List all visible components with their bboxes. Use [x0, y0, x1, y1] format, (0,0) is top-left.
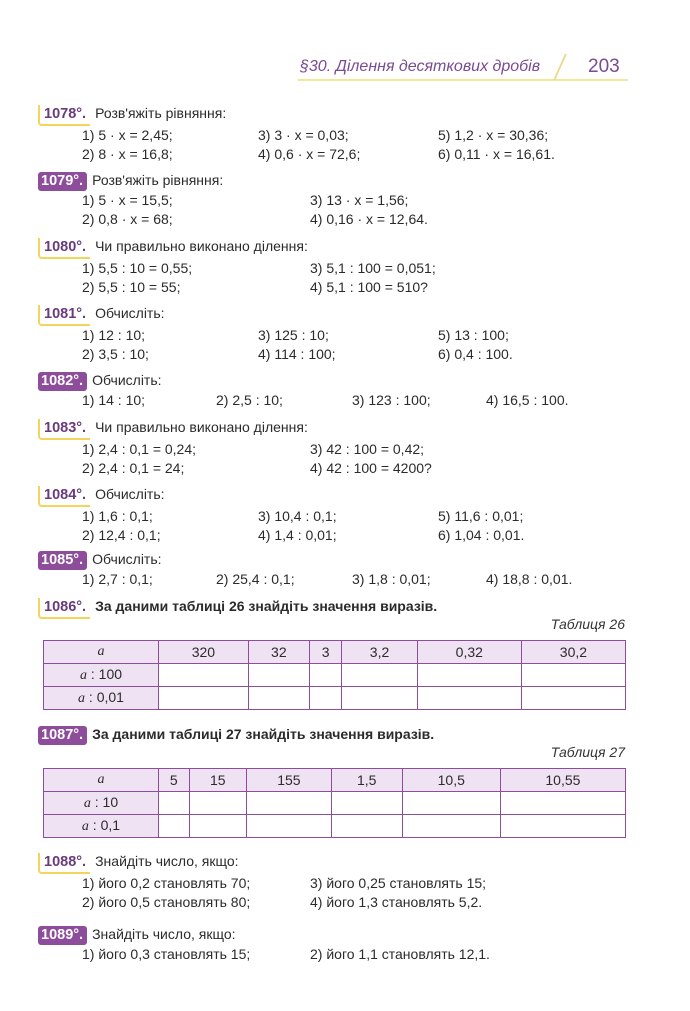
table-header-cell: 0,32	[417, 641, 521, 664]
item: 4) 18,8 : 0,01.	[486, 571, 573, 587]
item: 4) 0,16 · x = 12,64.	[310, 211, 428, 227]
row-label: a : 0,1	[44, 815, 159, 838]
item: 1) його 0,3 становлять 15;	[82, 946, 251, 962]
answer-cell[interactable]	[189, 792, 247, 815]
item: 2) 2,4 : 0,1 = 24;	[82, 460, 185, 476]
item: 3) 1,8 : 0,01;	[352, 571, 431, 587]
item: 1) 2,7 : 0,1;	[82, 571, 153, 587]
item: 3) 123 : 100;	[352, 392, 431, 408]
item: 4) 5,1 : 100 = 510?	[310, 279, 428, 295]
answer-cell[interactable]	[159, 664, 249, 687]
item: 1) його 0,2 становлять 70;	[82, 875, 251, 891]
item: 3) 125 : 10;	[258, 327, 329, 343]
exercise-1088	[38, 852, 658, 912]
item: 4) його 1,3 становлять 5,2.	[310, 894, 483, 910]
exercise-number: 1084°.	[38, 486, 90, 507]
item: 4) 1,4 : 0,01;	[258, 527, 337, 543]
exercise-number: 1078°.	[38, 105, 90, 126]
item: 5) 1,2 · x = 30,36;	[438, 127, 549, 143]
exercise-task: За даними таблиці 27 знайдіть значення виразів.	[92, 726, 435, 742]
item: 3) 3 · x = 0,03;	[258, 127, 349, 143]
item: 5) 11,6 : 0,01;	[438, 508, 524, 524]
item: 2) його 0,5 становлять 80;	[82, 894, 251, 910]
item: 1) 2,4 : 0,1 = 0,24;	[82, 441, 197, 457]
answer-cell[interactable]	[248, 664, 309, 687]
answer-cell[interactable]	[402, 792, 500, 815]
table-26	[43, 640, 626, 710]
exercise-1078	[38, 104, 658, 164]
header-divider	[553, 54, 567, 80]
item: 2) 0,8 · x = 68;	[82, 211, 173, 227]
item: 1) 14 : 10;	[82, 392, 146, 408]
answer-cell[interactable]	[248, 687, 309, 710]
exercise-task: Чи правильно виконано ділення:	[95, 419, 308, 435]
exercise-task: Чи правильно виконано ділення:	[95, 238, 308, 254]
answer-cell[interactable]	[189, 815, 247, 838]
exercise-1079	[38, 171, 658, 229]
item: 3) 10,4 : 0,1;	[258, 508, 337, 524]
answer-cell[interactable]	[521, 664, 625, 687]
answer-cell[interactable]	[309, 687, 341, 710]
item: 4) 42 : 100 = 4200?	[310, 460, 432, 476]
answer-cell[interactable]	[247, 792, 332, 815]
exercise-number: 1088°.	[38, 853, 90, 874]
answer-cell[interactable]	[417, 664, 521, 687]
exercise-1084	[38, 485, 658, 545]
answer-cell[interactable]	[342, 687, 417, 710]
answer-cell[interactable]	[500, 792, 625, 815]
exercise-number: 1089°.	[38, 926, 87, 945]
exercise-number: 1086°.	[38, 598, 90, 619]
item: 2) 3,5 : 10;	[82, 346, 149, 362]
item: 1) 1,6 : 0,1;	[82, 508, 153, 524]
item: 6) 0,11 · x = 16,61.	[438, 146, 555, 162]
row-label: a : 10	[44, 792, 159, 815]
item: 1) 5 · x = 2,45;	[82, 127, 173, 143]
table-header-cell: 32	[248, 641, 309, 664]
answer-cell[interactable]	[331, 815, 402, 838]
table-header-cell: 3	[309, 641, 341, 664]
table-header-cell: 30,2	[521, 641, 625, 664]
table-header-cell: 5	[159, 769, 190, 792]
item: 6) 1,04 : 0,01.	[438, 527, 525, 543]
exercise-task: Знайдіть число, якщо:	[95, 853, 239, 869]
item: 5) 13 : 100;	[438, 327, 509, 343]
exercise-task: Розв'яжіть рівняння:	[92, 172, 224, 188]
table-header-cell: 320	[159, 641, 249, 664]
answer-cell[interactable]	[417, 687, 521, 710]
exercise-1087	[38, 725, 658, 745]
exercise-task: За даними таблиці 26 знайдіть значення виразів.	[95, 598, 438, 614]
table-header-cell: a	[44, 641, 159, 664]
table-caption: Таблиця 26	[550, 616, 625, 632]
exercise-task: Розв'яжіть рівняння:	[95, 105, 227, 121]
table-header-cell: 155	[247, 769, 332, 792]
row-label: a : 100	[44, 664, 159, 687]
item: 3) його 0,25 становлять 15;	[310, 875, 487, 891]
exercise-1083	[38, 418, 658, 478]
item: 6) 0,4 : 100.	[438, 346, 513, 362]
item: 1) 5 · x = 15,5;	[82, 192, 173, 208]
answer-cell[interactable]	[331, 792, 402, 815]
answer-cell[interactable]	[247, 815, 332, 838]
item: 2) 2,5 : 10;	[216, 392, 283, 408]
exercise-task: Обчисліть:	[95, 305, 165, 321]
item: 2) 25,4 : 0,1;	[216, 571, 295, 587]
item: 1) 12 : 10;	[82, 327, 146, 343]
answer-cell[interactable]	[159, 792, 190, 815]
item: 3) 42 : 100 = 0,42;	[310, 441, 425, 457]
exercise-number: 1083°.	[38, 419, 90, 440]
section-title: §30. Ділення десяткових дробів	[300, 58, 541, 75]
table-header-cell: 3,2	[342, 641, 417, 664]
row-label: a : 0,01	[44, 687, 159, 710]
table-27	[43, 768, 626, 838]
exercise-number: 1087°.	[38, 726, 87, 745]
table-header-cell: 1,5	[331, 769, 402, 792]
exercise-task: Обчисліть:	[92, 372, 162, 388]
answer-cell[interactable]	[159, 687, 249, 710]
answer-cell[interactable]	[500, 815, 625, 838]
exercise-1082	[38, 371, 658, 410]
exercise-task: Обчисліть:	[95, 486, 165, 502]
page-number: 203	[588, 56, 620, 77]
item: 2) 8 · x = 16,8;	[82, 146, 173, 162]
header-rule	[298, 79, 628, 81]
item: 3) 13 · x = 1,56;	[310, 192, 409, 208]
exercise-number: 1081°.	[38, 305, 90, 326]
table-header-cell: 10,5	[402, 769, 500, 792]
exercise-1081	[38, 304, 658, 364]
item: 4) 16,5 : 100.	[486, 392, 569, 408]
item: 2) 12,4 : 0,1;	[82, 527, 161, 543]
item: 1) 5,5 : 10 = 0,55;	[82, 260, 193, 276]
item: 4) 0,6 · x = 72,6;	[258, 146, 361, 162]
table-header-cell: a	[44, 769, 159, 792]
exercise-number: 1080°.	[38, 238, 90, 259]
table-caption: Таблиця 27	[550, 744, 625, 760]
item: 2) 5,5 : 10 = 55;	[82, 279, 181, 295]
answer-cell[interactable]	[159, 815, 190, 838]
exercise-number: 1082°.	[38, 372, 87, 391]
item: 3) 5,1 : 100 = 0,051;	[310, 260, 436, 276]
exercise-1085	[38, 550, 658, 589]
exercise-number: 1085°.	[38, 551, 87, 570]
exercise-task: Знайдіть число, якщо:	[92, 926, 236, 942]
table-header-cell: 15	[189, 769, 247, 792]
table-header-cell: 10,55	[500, 769, 625, 792]
answer-cell[interactable]	[521, 687, 625, 710]
exercise-number: 1079°.	[38, 172, 87, 191]
exercise-task: Обчисліть:	[92, 551, 162, 567]
answer-cell[interactable]	[309, 664, 341, 687]
exercise-1089	[38, 925, 658, 964]
answer-cell[interactable]	[342, 664, 417, 687]
item: 2) його 1,1 становлять 12,1.	[310, 946, 490, 962]
item: 4) 114 : 100;	[258, 346, 336, 362]
exercise-1080	[38, 237, 658, 297]
answer-cell[interactable]	[402, 815, 500, 838]
